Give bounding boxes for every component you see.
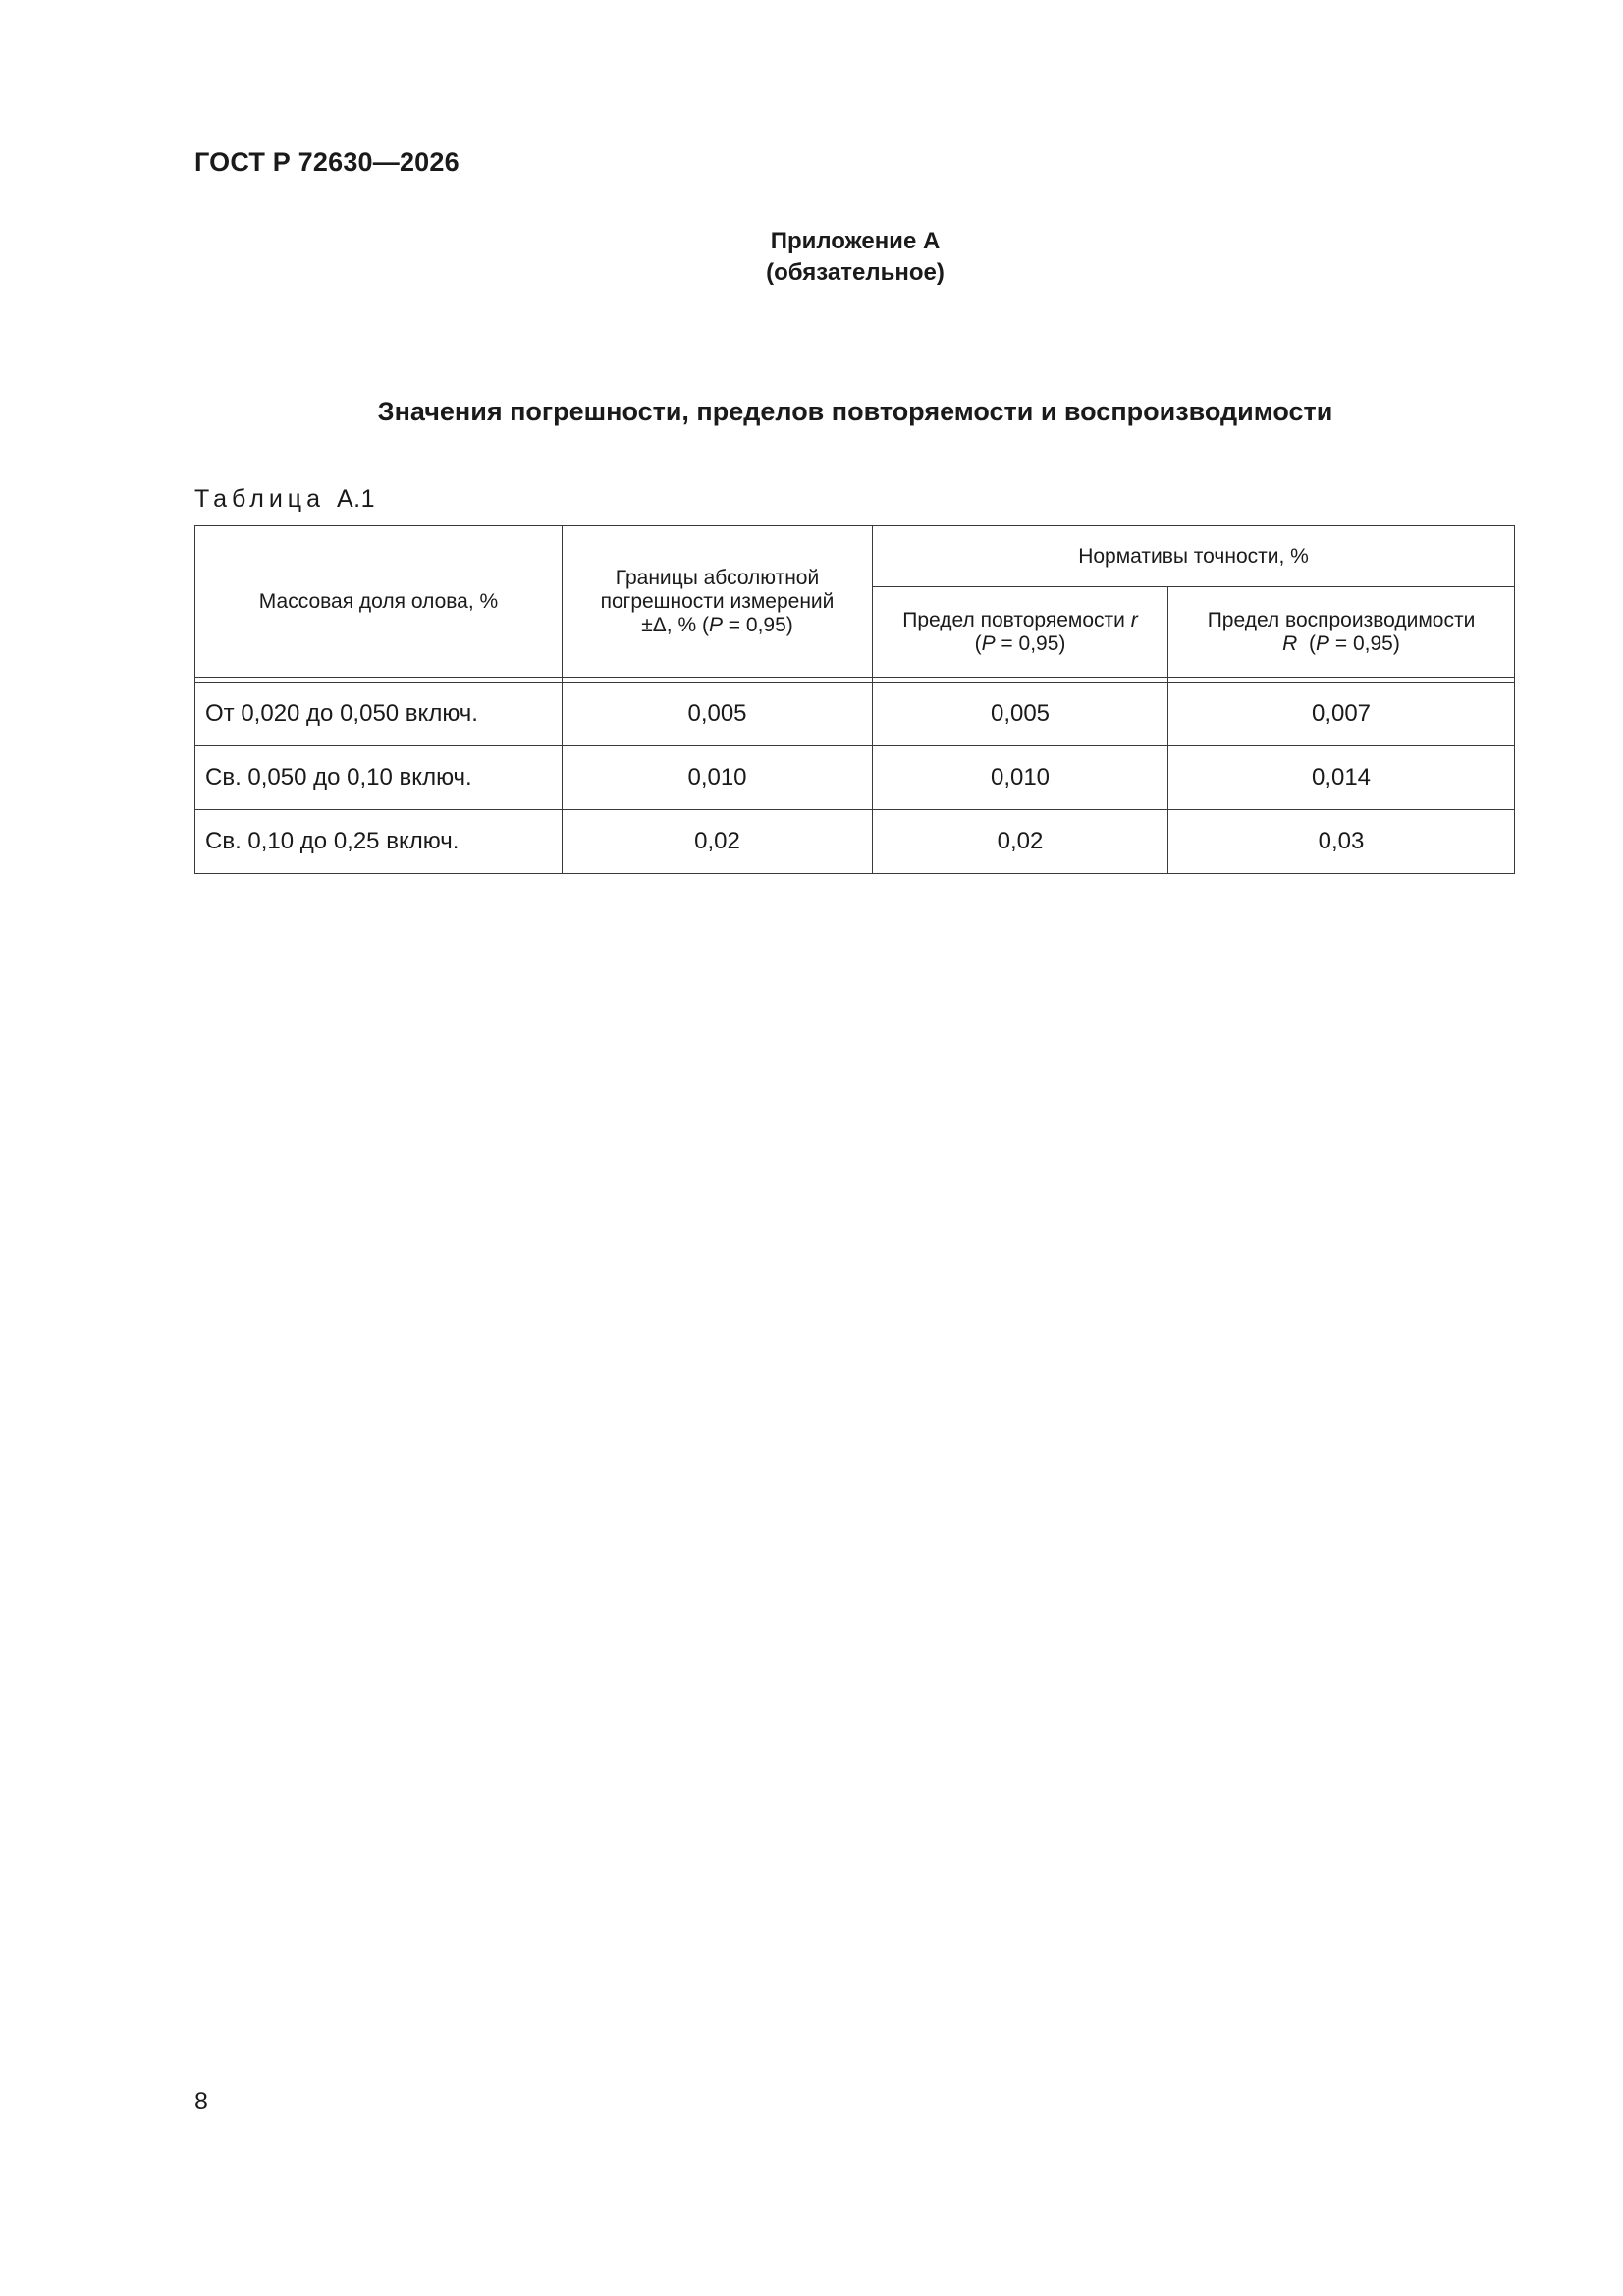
appendix-heading	[0, 226, 1623, 289]
header-error-bounds-line3-var: P	[708, 613, 723, 636]
cell-mass-fraction: От 0,020 до 0,050 включ.	[195, 683, 563, 746]
table-row	[195, 746, 1515, 810]
header-accuracy-norms: Нормативы точности, %	[873, 526, 1515, 587]
header-reproducibility-mid: (	[1297, 631, 1316, 655]
cell-reproducibility: 0,007	[1168, 683, 1515, 746]
appendix-title: Приложение А	[770, 228, 941, 254]
header-reproducibility	[1168, 587, 1515, 678]
page-number: 8	[194, 2088, 208, 2115]
header-repeatability	[873, 587, 1168, 678]
cell-reproducibility: 0,03	[1168, 810, 1515, 874]
cell-error-bound: 0,02	[563, 810, 873, 874]
header-reproducibility-suffix: = 0,95)	[1329, 631, 1400, 655]
header-repeatability-line2-suffix: = 0,95)	[995, 631, 1066, 655]
header-repeatability-line2-var: P	[981, 631, 996, 655]
header-repeatability-var: r	[1130, 608, 1138, 631]
header-reproducibility-line1: Предел воспроизводимости	[1207, 608, 1476, 631]
appendix-status: (обязательное)	[766, 259, 945, 286]
cell-repeatability: 0,005	[873, 683, 1168, 746]
header-error-bounds-line3-suffix: = 0,95)	[722, 613, 793, 636]
cell-repeatability: 0,010	[873, 746, 1168, 810]
cell-error-bound: 0,010	[563, 746, 873, 810]
header-reproducibility-var2: P	[1316, 631, 1330, 655]
section-title: Значения погрешности, пределов повторяемости и воспроизводимости	[377, 397, 1333, 426]
table-caption-number: А.1	[336, 485, 376, 513]
header-mass-fraction: Массовая доля олова, %	[195, 526, 563, 678]
cell-mass-fraction: Св. 0,10 до 0,25 включ.	[195, 810, 563, 874]
header-error-bounds-line2: погрешности измерений	[600, 589, 835, 613]
table-row	[195, 810, 1515, 874]
cell-mass-fraction: Св. 0,050 до 0,10 включ.	[195, 746, 563, 810]
accuracy-table	[194, 525, 1515, 874]
cell-error-bound: 0,005	[563, 683, 873, 746]
header-error-bounds-line1: Границы абсолютной	[615, 566, 820, 589]
cell-reproducibility: 0,014	[1168, 746, 1515, 810]
document-code: ГОСТ Р 72630—2026	[194, 147, 460, 177]
header-repeatability-line2-prefix: (	[974, 631, 982, 655]
header-repeatability-prefix: Предел повторяемости	[902, 608, 1131, 631]
cell-repeatability: 0,02	[873, 810, 1168, 874]
header-reproducibility-var1: R	[1282, 631, 1298, 655]
table-caption	[194, 485, 375, 514]
table-caption-word: Таблица	[194, 485, 326, 513]
header-error-bounds	[563, 526, 873, 678]
header-error-bounds-line3-prefix: ±Δ, % (	[641, 613, 709, 636]
table-row	[195, 683, 1515, 746]
